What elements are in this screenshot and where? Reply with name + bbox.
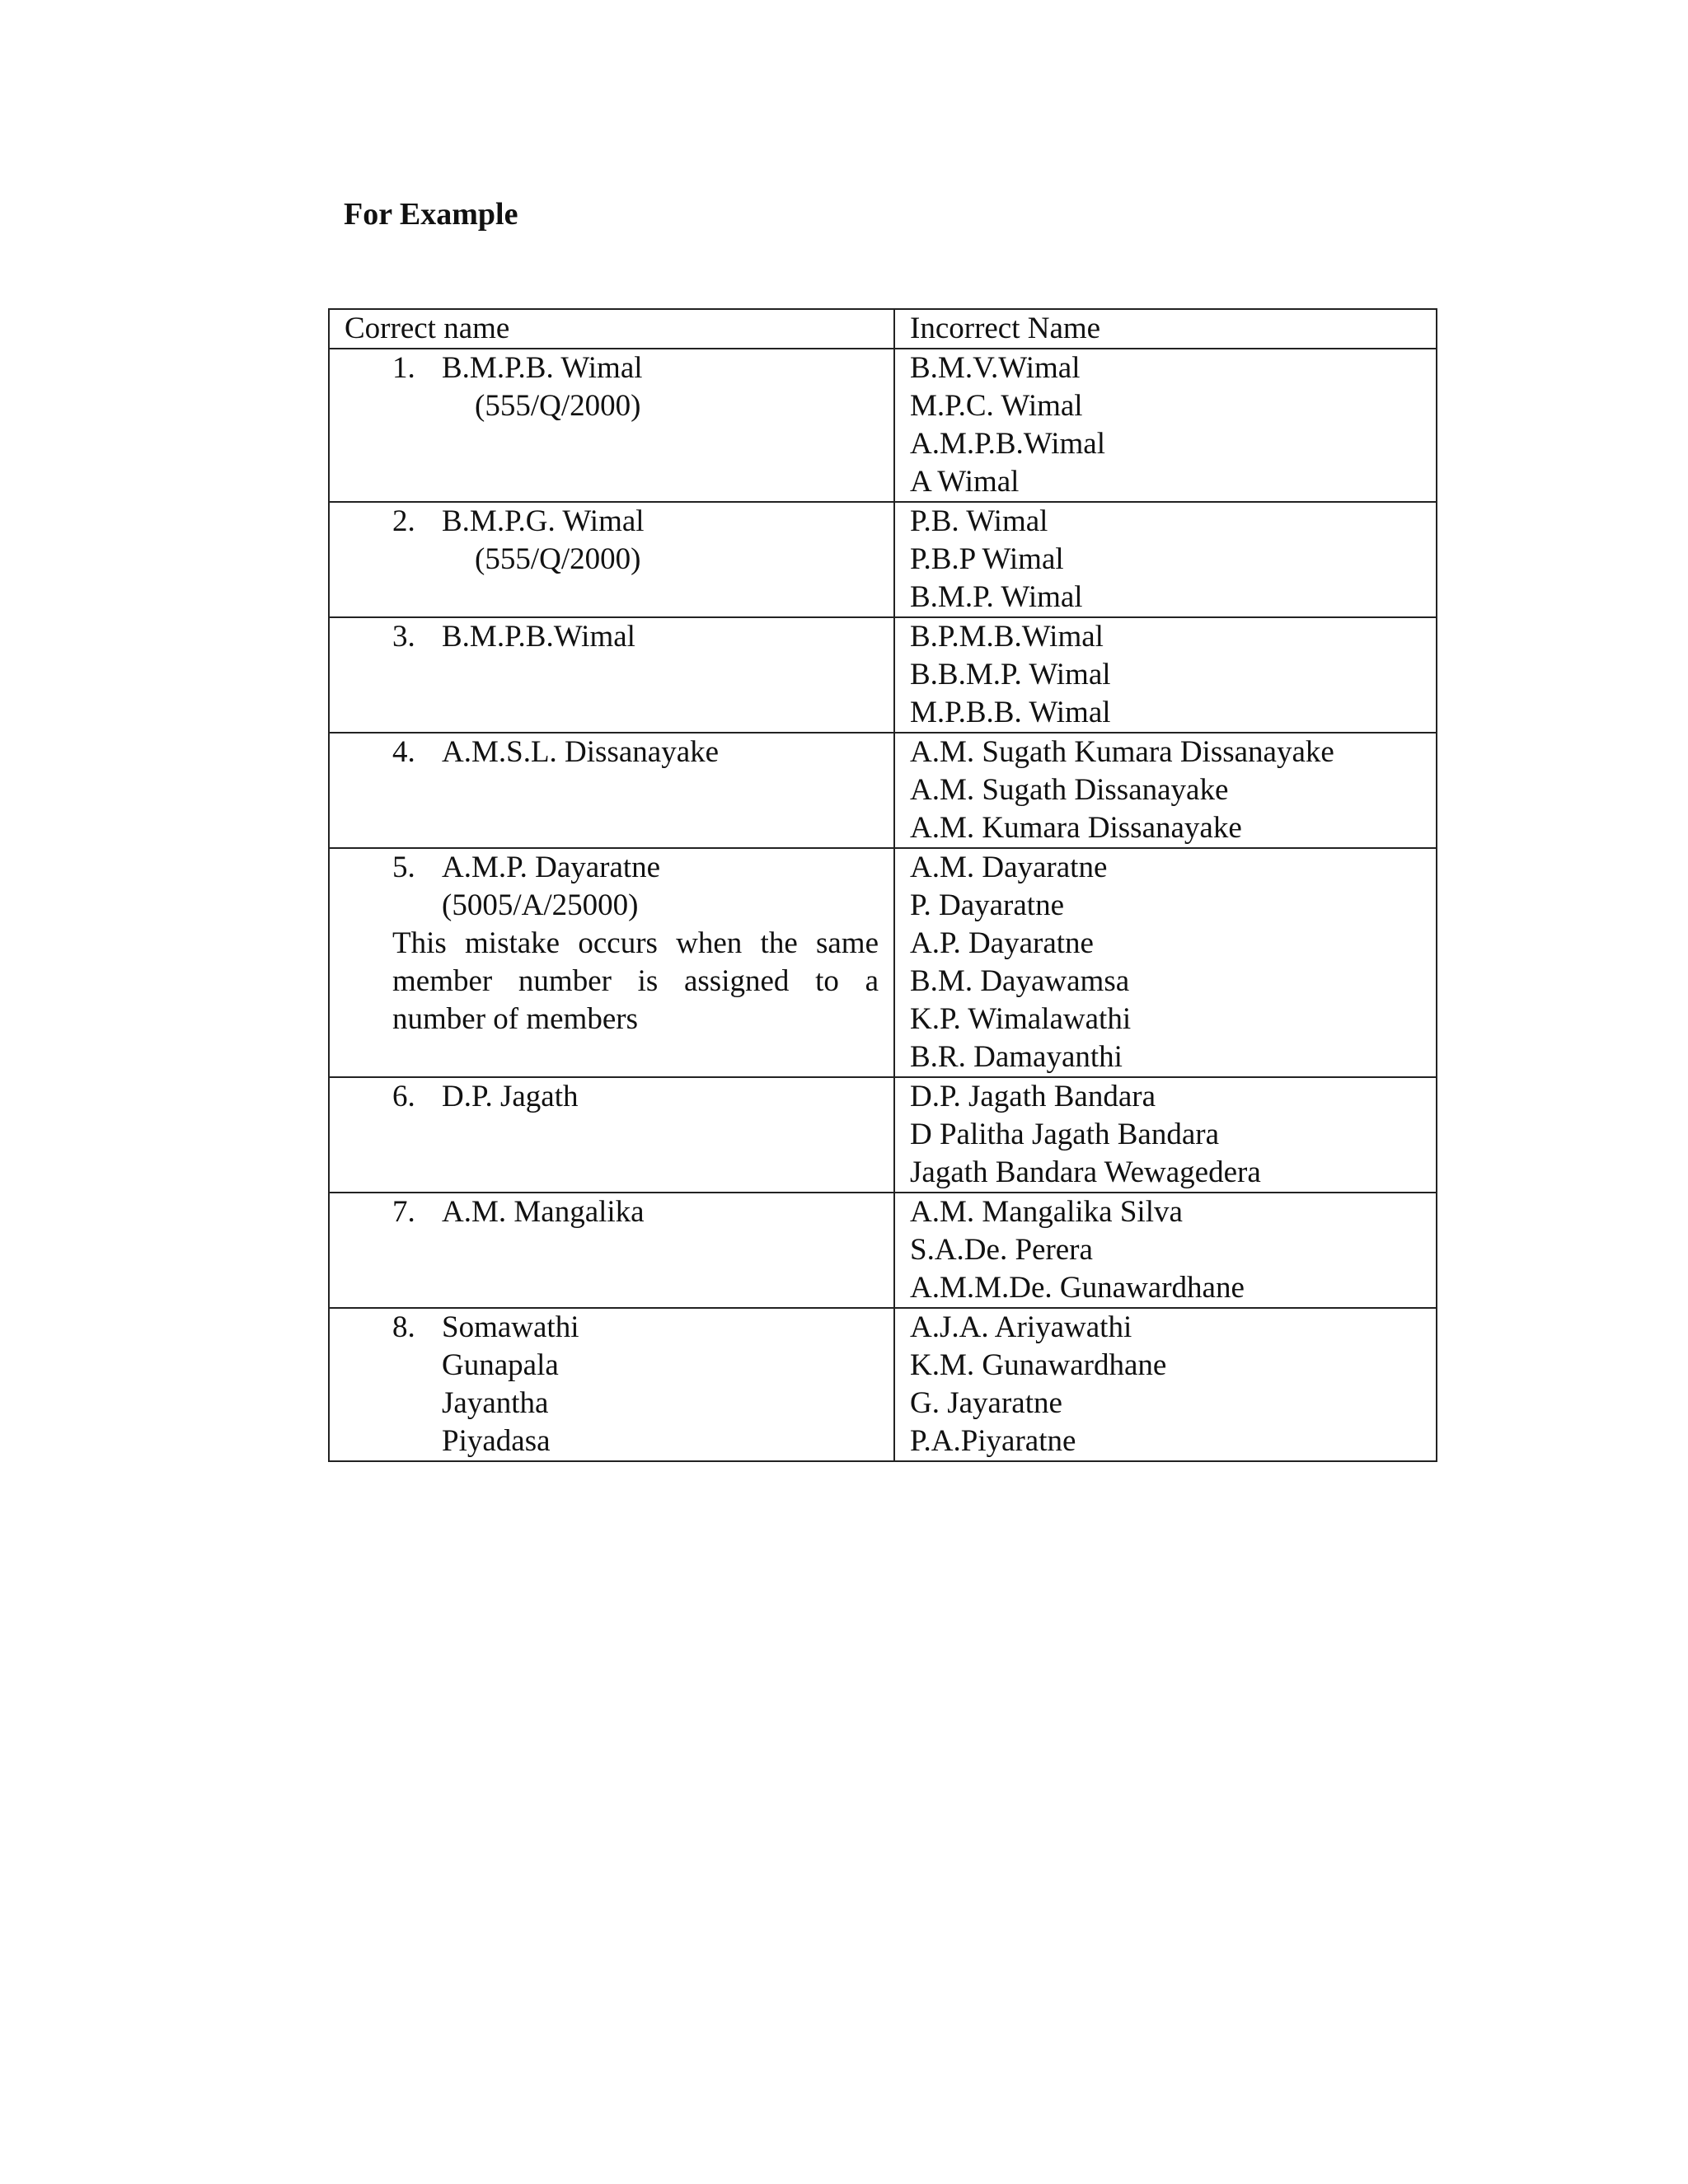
row-number: 7. xyxy=(392,1195,415,1229)
row-number: 2. xyxy=(392,504,415,538)
correct-name: Jayantha xyxy=(442,1386,549,1420)
correct-name-cell xyxy=(329,733,894,848)
row-number: 5. xyxy=(392,851,415,884)
incorrect-name: A.M. Dayaratne xyxy=(910,851,1108,884)
incorrect-name: B.M.P. Wimal xyxy=(910,580,1083,614)
mistake-note: This mistake occurs when the same member number is assigned to a number of members xyxy=(392,926,879,1036)
incorrect-names-cell xyxy=(894,617,1437,733)
row-number: 1. xyxy=(392,351,415,385)
table-row xyxy=(329,617,1437,733)
correct-name-cell xyxy=(329,349,894,502)
row-number: 4. xyxy=(392,735,415,769)
table-row xyxy=(329,349,1437,502)
correct-name: A.M.S.L. Dissanayake xyxy=(442,735,720,769)
correct-name-cell xyxy=(329,1308,894,1461)
table-row xyxy=(329,502,1437,617)
incorrect-name: B.R. Damayanthi xyxy=(910,1040,1123,1074)
incorrect-name: A Wimal xyxy=(910,465,1020,499)
incorrect-name: A.M.M.De. Gunawardhane xyxy=(910,1271,1245,1305)
incorrect-name: P.B.P Wimal xyxy=(910,542,1064,576)
incorrect-names-cell xyxy=(894,349,1437,502)
row-number: 6. xyxy=(392,1080,415,1113)
incorrect-name: P.A.Piyaratne xyxy=(910,1424,1076,1458)
correct-name-cell xyxy=(329,1193,894,1308)
incorrect-name: A.M. Kumara Dissanayake xyxy=(910,811,1242,845)
incorrect-name: A.M. Sugath Kumara Dissanayake xyxy=(910,735,1334,769)
incorrect-name: M.P.C. Wimal xyxy=(910,389,1083,423)
member-number: (555/Q/2000) xyxy=(475,389,641,423)
row-number: 8. xyxy=(392,1310,415,1344)
names-table xyxy=(328,308,1437,1462)
incorrect-name: K.P. Wimalawathi xyxy=(910,1002,1132,1036)
incorrect-names-cell xyxy=(894,733,1437,848)
incorrect-name: D.P. Jagath Bandara xyxy=(910,1080,1156,1113)
incorrect-name: B.M.V.Wimal xyxy=(910,351,1081,385)
correct-name-cell xyxy=(329,848,894,1077)
correct-name: Somawathi xyxy=(442,1310,579,1344)
incorrect-name: B.B.M.P. Wimal xyxy=(910,658,1111,691)
incorrect-name: A.J.A. Ariyawathi xyxy=(910,1310,1132,1344)
incorrect-name: A.M. Sugath Dissanayake xyxy=(910,773,1229,807)
table-row xyxy=(329,848,1437,1077)
correct-name: Piyadasa xyxy=(442,1424,551,1458)
correct-name: Gunapala xyxy=(442,1348,559,1382)
incorrect-names-cell xyxy=(894,502,1437,617)
incorrect-name: A.P. Dayaratne xyxy=(910,926,1094,960)
correct-name: B.M.P.B.Wimal xyxy=(442,620,635,654)
incorrect-name: P.B. Wimal xyxy=(910,504,1048,538)
header-correct-name: Correct name xyxy=(329,309,894,349)
incorrect-name: D Palitha Jagath Bandara xyxy=(910,1118,1220,1151)
incorrect-name: Jagath Bandara Wewagedera xyxy=(910,1155,1261,1189)
correct-name: B.M.P.B. Wimal xyxy=(442,351,643,385)
correct-name: A.M. Mangalika xyxy=(442,1195,645,1229)
incorrect-name: G. Jayaratne xyxy=(910,1386,1062,1420)
incorrect-names-cell xyxy=(894,1077,1437,1193)
table-row xyxy=(329,1308,1437,1461)
correct-name: A.M.P. Dayaratne xyxy=(442,851,661,884)
table-header-row xyxy=(329,309,1437,349)
incorrect-names-cell xyxy=(894,1193,1437,1308)
member-number: (5005/A/25000) xyxy=(442,888,639,922)
correct-name: B.M.P.G. Wimal xyxy=(442,504,645,538)
incorrect-name: K.M. Gunawardhane xyxy=(910,1348,1167,1382)
table-row xyxy=(329,733,1437,848)
page-heading: For Example xyxy=(344,197,518,232)
incorrect-name: S.A.De. Perera xyxy=(910,1233,1093,1267)
correct-name: D.P. Jagath xyxy=(442,1080,579,1113)
incorrect-name: A.M.P.B.Wimal xyxy=(910,427,1105,461)
incorrect-name: M.P.B.B. Wimal xyxy=(910,696,1111,729)
incorrect-name: P. Dayaratne xyxy=(910,888,1064,922)
table-row xyxy=(329,1077,1437,1193)
incorrect-name: B.P.M.B.Wimal xyxy=(910,620,1104,654)
table-row xyxy=(329,1193,1437,1308)
correct-name-cell xyxy=(329,502,894,617)
incorrect-names-cell xyxy=(894,1308,1437,1461)
incorrect-name: A.M. Mangalika Silva xyxy=(910,1195,1183,1229)
header-incorrect-name: Incorrect Name xyxy=(894,309,1437,349)
correct-name-cell xyxy=(329,1077,894,1193)
incorrect-names-cell xyxy=(894,848,1437,1077)
incorrect-name: B.M. Dayawamsa xyxy=(910,964,1130,998)
row-number: 3. xyxy=(392,620,415,654)
correct-name-cell xyxy=(329,617,894,733)
member-number: (555/Q/2000) xyxy=(475,542,641,576)
